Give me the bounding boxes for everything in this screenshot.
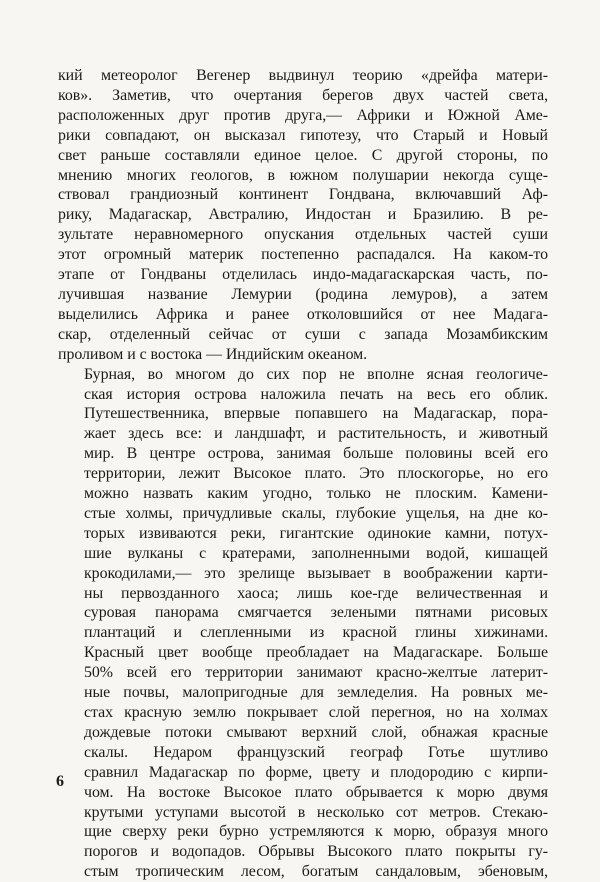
text-line: сравнил Мадагаскар по форме, цвету и плодородию с кирпи-: [84, 763, 548, 781]
text-line: этапе от Гондваны отделилась индо-мадагаскарская часть, по-: [58, 266, 548, 284]
text-line: стах красную землю покрывает слой перегноя, но на холмах: [84, 704, 548, 721]
text-line: можно назвать каким угодно, только не плоским. Камени-: [84, 485, 548, 503]
text-line: ков». Заметив, что очертания берегов двух частей света,: [58, 86, 548, 104]
text-line: шие вулканы с кратерами, заполненными водой, кишащей: [84, 544, 548, 562]
text-line: торых извиваются реки, гигантские одинокие камни, потух-: [84, 524, 548, 542]
text-line: ны первозданного хаоса; лишь кое-где величественная и: [84, 584, 548, 602]
text-line: свет раньше составляли единое целое. С другой стороны, по: [58, 146, 548, 164]
text-line: скалы. Недаром французский географ Готье шутливо: [84, 743, 548, 761]
text-line: этот огромный материк постепенно распадался. На каком-то: [58, 246, 548, 264]
text-line: плантаций и слепленными из красной глины хижинами.: [84, 624, 548, 642]
text-line: территории, лежит Высокое плато. Это плоскогорье, но его: [84, 465, 548, 483]
text-line: чом. На востоке Высокое плато обрывается к морю двумя: [84, 783, 548, 801]
text-line: мир. В центре острова, занимая больше половины всей его: [84, 445, 548, 463]
text-line: дождевые потоки смывают верхний слой, обнажая красные: [84, 723, 548, 741]
text-line: 50% всей его территории занимают красно-желтые латерит-: [84, 664, 548, 682]
text-line: стым тропическим лесом, богатым сандаловым, эбеновым,: [84, 863, 548, 881]
text-line: скар, отделенный сейчас от суши с запада Мозамбикским: [58, 325, 548, 343]
text-line: рику, Мадагаскар, Австралию, Индостан и Бразилию. В ре-: [58, 206, 548, 224]
page-number: 6: [56, 773, 64, 790]
body-text: [58, 66, 548, 882]
text-line: крутыми уступами высотой в несколько сот метров. Стекаю-: [84, 803, 548, 821]
text-line: порогов и водопадов. Обрывы Высокого плато покрыты гу-: [84, 843, 548, 861]
text-line: жает здесь все: и ландшафт, и растительность, и животный: [84, 425, 548, 443]
text-line: ская история острова наложила печать на весь его облик.: [84, 385, 548, 403]
text-line: суровая панорама смягчается зелеными пятнами рисовых: [84, 604, 548, 622]
text-line: ные почвы, малопригодные для земледелия. На ровных ме-: [84, 684, 548, 702]
text-line: крокодилами,— это зрелище вызывает в воображении карти-: [84, 564, 548, 582]
text-line: расположенных друг против друга,— Африки и Южной Аме-: [58, 106, 548, 124]
text-line: выделились Африка и ранее отколовшийся от нее Мадага-: [58, 305, 548, 323]
text-line: проливом и с востока — Индийским океаном.: [58, 345, 368, 363]
text-line: стые холмы, причудливые скалы, глубокие ущелья, на дне ко-: [84, 504, 548, 522]
text-line: кий метеоролог Вегенер выдвинул теорию «дрейфа матери-: [58, 67, 548, 84]
text-line: мнению многих геологов, в южном полушарии некогда суще-: [58, 166, 548, 184]
text-line: рики совпадают, он высказал гипотезу, что Старый и Новый: [58, 126, 548, 144]
paragraph-2: [58, 365, 548, 882]
paragraph-1: [58, 66, 548, 365]
text-line: щие сверху реки бурно устремляются к морю, образуя много: [84, 823, 548, 841]
text-line: Бурная, во многом до сих пор не вполне ясная геологиче-: [84, 365, 548, 383]
text-line: ствовал грандиозный континент Гондвана, включавший Аф-: [58, 186, 548, 204]
text-line: лучившая название Лемурии (родина лемуров), а затем: [58, 285, 548, 303]
text-line: зультате неравномерного опускания отдельных частей суши: [58, 226, 548, 244]
text-line: Красный цвет вообще преобладает на Мадагаскаре. Больше: [84, 644, 548, 662]
text-line: Путешественника, впервые попавшего на Мадагаскар, пора-: [84, 405, 548, 423]
